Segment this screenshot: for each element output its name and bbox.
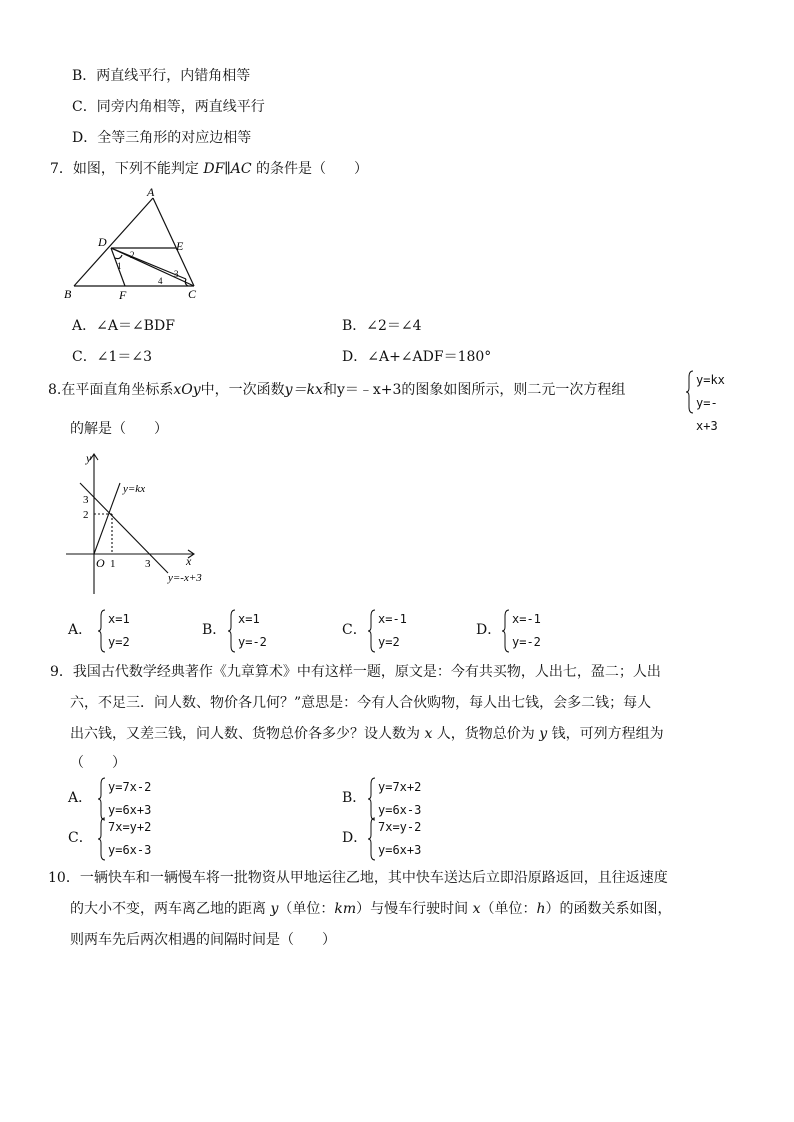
q10-line2-pre: 的大小不变，两车离乙地的距离 [70,901,271,917]
q9-option-b-eq1: y=7x+2 [378,780,422,794]
q7-label-b: B [64,287,72,301]
q7-option-c: C．∠1＝∠3 [72,349,152,365]
q10-var-x: x [472,901,481,917]
q7-angle-2: 2 [130,250,135,260]
q7-label-f: F [119,288,127,302]
q9-option-b-letter: B． [342,790,367,806]
q7-angle-4: 4 [158,276,163,286]
q8-option-d-letter: D． [476,622,502,638]
q9-line1: 9．我国古代数学经典著作《九章算术》中有这样一题，原文是：今有共买物，人出七，盈二；人出 [50,664,661,680]
q8-line-neg [80,483,168,573]
q8-option-a-eq2: y=2 [108,635,130,649]
q8-stem-f1: y＝kx [284,382,323,398]
q9-line3-pre: 出六钱，又差三钱，问人数、货物总价各多少？设人数为 [70,726,425,742]
q10-unit-km: km [334,901,357,917]
q8-option-c-eq1: x=-1 [378,612,407,626]
q7-option-a: A．∠A＝∠BDF [72,318,175,334]
q10-unit2-open: （单位： [480,901,537,917]
q8-option-d-eq1: x=-1 [512,612,541,626]
q8-option-d-eq2: y=-2 [512,635,541,649]
q7-seg-ab [74,198,153,286]
q9-option-c-letter: C． [68,830,93,846]
q6-option-c: C．同旁内角相等，两直线平行 [72,99,265,115]
q8-stem-mid2: 和 [322,382,337,398]
q7-label-c: C [188,287,197,301]
q8-option-b-brace [228,608,236,654]
q9-option-d-eq1: 7x=y-2 [378,820,422,834]
q9-option-d-eq2: y=6x+3 [378,843,422,857]
q8-option-b-eq1: x=1 [238,612,260,626]
q8-stem-mid1: 中，一次函数 [200,382,285,398]
q8-label-neg: y=-x+3 [168,572,202,584]
q9-option-d-letter: D． [342,830,368,846]
q8-x-label: x [186,554,192,568]
q9-line2: 六，不足三．问人数、物价各几何？”意思是：今有人合伙购物，每人出七钱，会多二钱；每人 [70,695,652,711]
q8-stem-pre: 8.在平面直角坐标系 [48,382,174,398]
q9-var-y: y [539,726,548,742]
q8-option-d-brace [502,608,510,654]
q8-stem-post: 的图象如图所示，则二元一次方程组 [401,382,626,398]
q10-unit1-close: ）与慢车行驶时间 [356,901,473,917]
q8-stem-xoy: xOy [173,382,201,398]
q7-angle-1: 1 [117,261,122,271]
q7-stem [50,159,368,179]
q8-option-c-eq2: y=2 [378,635,400,649]
q10-line2-post: ）的函数关系如图， [545,901,672,917]
q8-system-brace [686,369,694,415]
q9-option-c-eq2: y=6x-3 [108,843,152,857]
q7-angle-3: 3 [174,269,179,279]
q7-option-b: B．∠2＝∠4 [342,318,422,334]
q10-var-y: y [270,901,279,917]
q8-tick-y3: 3 [83,494,89,506]
q10-unit-h: h [536,901,546,917]
q9-var-x: x [424,726,433,742]
q8-option-c-brace [368,608,376,654]
q7-stem-pre: 7．如图，下列不能判定 [50,161,204,177]
q9-option-a-letter: A． [68,790,93,806]
q10-unit1-open: （单位： [278,901,335,917]
q9-option-c-eq1: 7x=y+2 [108,820,152,834]
q9-option-d-brace [368,816,376,862]
q7-label-e: E [176,239,184,253]
q8-tick-y2: 2 [83,509,89,521]
q9-line4: （ ） [70,755,126,771]
q10-line2 [70,899,672,919]
q10-line3: 则两车先后两次相遇的间隔时间是（ ） [70,932,336,948]
q8-system-eq1: y=kx [696,373,725,387]
q8-line-kx [94,483,120,554]
q8-origin-label: O [96,556,105,570]
q9-line3 [70,724,664,744]
q7-label-a: A [147,188,155,199]
q7-angle-mark-1 [115,255,122,259]
q6-option-b: B．两直线平行，内错角相等 [72,68,251,84]
q8-option-a-brace [98,608,106,654]
q7-label-d: D [98,235,107,249]
q8-stem-line2: 的解是（ ） [70,421,168,437]
q8-y-label: y [86,451,92,465]
q7-stem-var: DF∥AC [203,161,252,177]
q8-tick-x1: 1 [110,558,116,570]
q9-option-c-brace [98,816,106,862]
q9-option-a-eq2: y=6x+3 [108,803,152,817]
q8-tick-x3: 3 [145,558,151,570]
q9-line3-mid: 人，货物总价为 [432,726,540,742]
q9-option-b-eq2: y=6x-3 [378,803,422,817]
q8-option-a-eq1: x=1 [108,612,130,626]
q8-option-b-letter: B． [202,622,227,638]
q7-stem-post: 的条件是（ ） [251,161,369,177]
q8-stem [48,380,625,400]
q9-line3-post: 钱，可列方程组为 [547,726,664,742]
q6-option-d: D．全等三角形的对应边相等 [72,130,252,146]
q8-option-c-letter: C． [342,622,367,638]
q8-label-kx: y=kx [123,483,146,495]
q8-figure [60,446,230,594]
q9-option-a-eq1: y=7x-2 [108,780,152,794]
q7-option-d: D．∠A+∠ADF＝180° [342,349,492,365]
q10-line1: 10．一辆快车和一辆慢车将一批物资从甲地运往乙地，其中快车送达后立即沿原路返回，且往返速度 [48,870,668,886]
q7-figure [60,188,210,306]
q8-option-b-eq2: y=-2 [238,635,267,649]
q8-system-eq2: y=-x+3 [696,396,718,433]
q8-stem-f2: y＝﹣x+3 [336,382,402,398]
q8-option-a-letter: A． [68,622,93,638]
